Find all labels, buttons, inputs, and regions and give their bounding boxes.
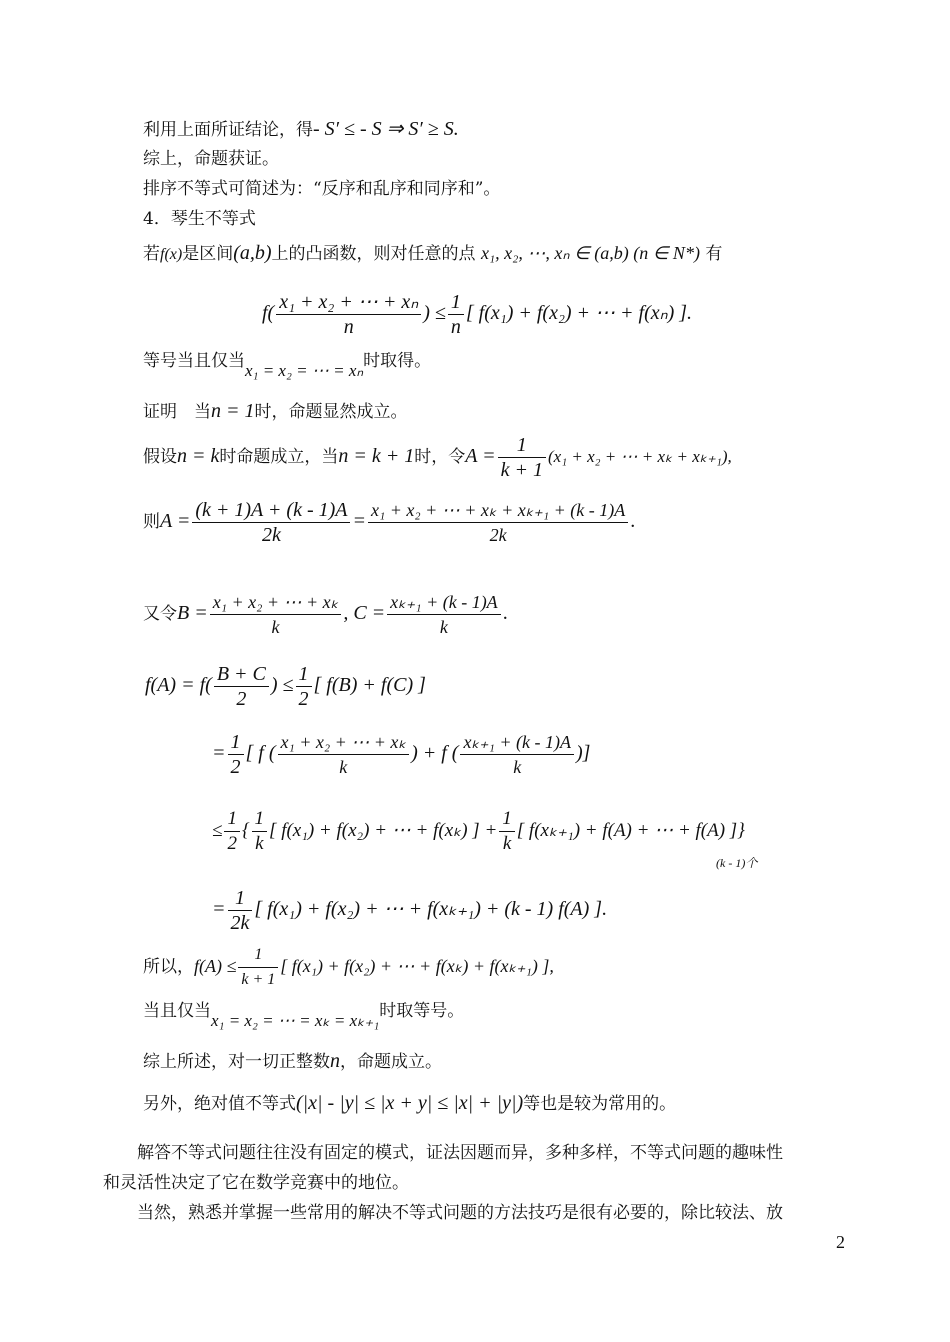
math-inline: x₁ = x₂ = ⋯ = xₙ [245,361,364,380]
fraction [228,886,253,935]
math-part: f( [262,302,275,324]
math-part: ≤ [212,820,223,841]
denominator: k [339,756,348,777]
numerator: xₖ₊₁ + (k - 1)A [387,590,501,615]
denominator: 2k [489,525,507,545]
math-inline: n = k [177,445,220,467]
fraction [296,662,312,711]
numerator: x₁ + x₂ + ⋯ + xₖ [278,730,410,755]
math-part: { [241,820,250,841]
math-part: [ f(B) + f(C) ] [313,674,426,696]
display-equation [212,882,607,936]
line-text: 时取等号。 [379,1001,465,1021]
fraction [387,590,501,639]
math-inline: = [352,510,366,532]
math-inline: n [330,1050,340,1072]
fraction [224,807,240,856]
math-part: ) ≤ [423,302,446,324]
fraction [448,290,464,339]
math-inline: x₁, x₂, ⋯, xₙ ∈ (a,b) (n ∈ N*) [480,243,700,263]
line-text: 时取得。 [363,351,432,371]
denominator: 2 [227,833,237,855]
denominator: k [502,833,512,855]
denominator: 2k [261,524,281,546]
line-text: 综上所述，对一切正整数 [143,1052,330,1072]
text-line [143,400,408,423]
numerator: x₁ + x₂ + ⋯ + xₙ [276,290,421,315]
fraction [252,807,268,856]
math-part: [ f(x₁) + f(x₂) + ⋯ + f(xₖ) ] + [269,820,498,841]
fraction [214,662,269,711]
numerator: x₁ + x₂ + ⋯ + xₖ + xₖ₊₁ + (k - 1)A [368,498,628,523]
numerator: 1 [498,433,546,458]
math-inline: (a,b) [233,242,272,264]
math-inline: x₁ = x₂ = ⋯ = xₖ = xₖ₊₁ [211,1011,380,1030]
math-part: [ f(x₁) + f(x₂) + ⋯ + f(xₖ₊₁) + (k - 1) f(A) ]. [254,898,608,920]
denominator: 2 [298,687,309,710]
numerator: 1 [448,290,464,315]
fraction [276,290,421,339]
display-equation [262,288,692,339]
math-part: )] [576,742,591,764]
fraction [278,730,410,779]
paragraph-line: 当然，熟悉并掌握一些常用的解决不等式问题的方法技巧是很有必要的，除比较法、放 [103,1203,783,1223]
denominator: n [343,315,354,338]
numerator: 1 [224,807,240,832]
text-line [143,942,554,992]
numerator: 1 [296,662,312,687]
fraction [238,943,278,992]
numerator: xₖ₊₁ + (k - 1)A [460,730,574,755]
math-inline: A = [465,445,496,467]
line-text: 等号当且仅当 [143,351,245,371]
fraction [460,730,574,779]
text-line [143,586,508,641]
section-heading: 4．琴生不等式 [143,209,256,229]
page-number: 2 [836,1232,845,1252]
text-line [143,430,732,483]
numerator: 1 [238,943,278,968]
line-text: 另外，绝对值不等式 [143,1094,296,1114]
numerator: B + C [214,662,269,687]
text-line: 排序不等式可简述为：“反序和乱序和同序和”。 [143,179,501,199]
text-line [143,1050,442,1073]
denominator: 2 [230,755,241,778]
numerator: 1 [252,807,268,832]
math-part: = [212,742,226,764]
denominator: k [271,617,280,637]
numerator: x₁ + x₂ + ⋯ + xₖ [210,590,342,615]
math-inline: f(x) [160,246,183,263]
line-text: 利用上面所证结论，得 [143,120,313,140]
line-text: 时，命题显然成立。 [254,402,408,422]
denominator: 2k [230,911,250,934]
display-equation [212,726,590,780]
line-text: 又令 [143,604,177,624]
line-text: 时，令 [414,447,466,467]
line-text: 假设 [143,447,177,467]
math-part: = [212,898,226,920]
fraction [210,590,342,639]
numerator: 1 [228,886,253,911]
paragraph-line: 和灵活性决定了它在数学竞赛中的地位。 [103,1173,409,1193]
math-inline: , C = [343,602,386,624]
math-inline: f(A) ≤ [194,956,237,976]
line-text: 时命题成立，当 [219,447,339,467]
math-inline: B = [177,602,208,624]
math-part: [ f ( [245,742,276,764]
display-equation [212,804,745,858]
denominator: k + 1 [241,971,276,988]
numerator: 1 [228,730,244,755]
math-inline: . [630,510,636,532]
numerator: (k + 1)A + (k - 1)A [192,498,350,523]
math-inline: - S′ ≤ - S ⇒ S′ ≥ S. [313,118,459,140]
paragraph-line: 解答不等式问题往往没有固定的模式，证法因题而异，多种多样，不等式问题的趣味性 [103,1143,783,1163]
denominator: k [255,833,264,855]
numerator: 1 [499,807,515,832]
text-line [143,1092,676,1115]
line-text: ，命题成立。 [340,1052,442,1072]
math-inline: n = k + 1 [338,445,415,467]
denominator: n [450,315,461,338]
line-text: 等也是较为常用的。 [523,1094,677,1114]
text-line [143,494,635,549]
math-part: [ f(xₖ₊₁) + f(A) + ⋯ + f(A) ]} [516,820,745,841]
math-part: [ f(x₁) + f(x₂) + ⋯ + f(xₙ) ]. [465,302,693,324]
text-line [143,118,459,141]
text-line [143,242,722,266]
denominator: k + 1 [500,459,543,481]
math-part: ) + f ( [411,742,459,764]
denominator: k [513,756,522,777]
denominator: k [439,617,448,637]
text-line: 综上，命题获证。 [143,149,279,169]
line-text: 所以， [143,957,194,977]
math-inline: n = 1 [211,400,255,422]
text-line [143,1000,465,1030]
math-inline: A = [160,510,191,532]
line-text: 若 [143,244,160,264]
math-inline: . [502,602,508,624]
line-text: 则 [143,512,160,532]
fraction [228,730,244,779]
fraction [499,807,515,856]
denominator: 2 [236,687,247,710]
fraction [368,498,628,547]
fraction [498,433,546,482]
math-inline: [ f(x₁) + f(x₂) + ⋯ + f(xₖ) + f(xₖ₊₁) ], [280,956,554,976]
math-part: f(A) = f( [145,674,212,696]
underbrace-label: (k - 1)个 [716,856,758,870]
line-text: 证明 当 [143,402,211,422]
display-equation [145,658,426,712]
math-inline: (x₁ + x₂ + ⋯ + xₖ + xₖ₊₁), [547,447,732,466]
line-text: 当且仅当 [143,1001,211,1021]
fraction [192,498,350,547]
line-text: 有 [705,244,723,264]
line-text: 上的凸函数，则对任意的点 [271,244,476,264]
math-inline: (|x| - |y| ≤ |x + y| ≤ |x| + |y|) [296,1092,524,1114]
text-line [143,350,432,380]
line-text: 是区间 [182,244,234,264]
math-part: ) ≤ [270,674,294,696]
